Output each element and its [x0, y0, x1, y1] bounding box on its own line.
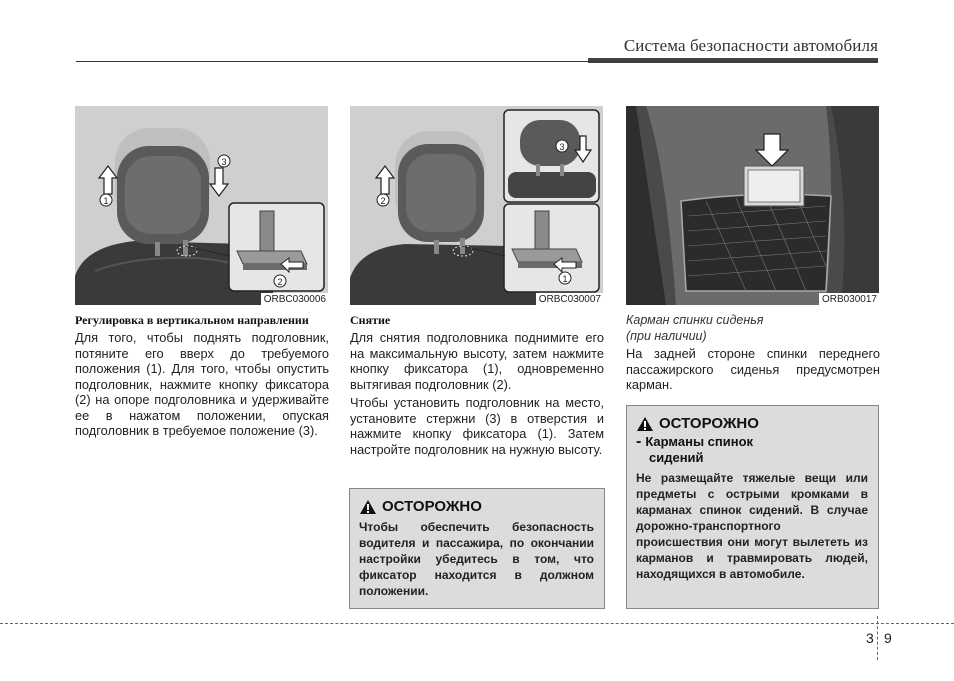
headrest-adjust-illustration: [75, 106, 328, 305]
warning-subtitle-line: сидений: [649, 450, 704, 465]
paragraph: На задней стороне спинки переднего пассажирского сиденья предусмотрен карман.: [626, 346, 880, 392]
warning-box-pockets: [626, 405, 879, 609]
warning-triangle-icon: [359, 499, 377, 515]
warning-text: Чтобы обеспечить безопасность водителя и пассажира, по окончании настройки убедитесь в том, что фиксатор находится в должном положении.: [359, 520, 594, 598]
paragraph: Для снятия подголовника поднимите его на максимальную высоту, затем нажмите кнопку фиксатора (1), одновременно вытягивая подголовник (2).: [350, 330, 604, 392]
warning-text: Не размещайте тяжелые вещи или предметы с острыми кромками в карманах спинок сидений. В случае дорожно-транспортного происшествия они могут вылететь из карманов и травмировать людей, находящихся в автомобиле.: [636, 471, 868, 581]
section-caption: Регулировка в вертикальном направлении: [75, 313, 309, 327]
callout-2: 2: [380, 196, 386, 206]
warning-header: [359, 498, 594, 515]
footer-dashed-rule: [0, 623, 954, 624]
caption-line: Карман спинки сиденья: [626, 313, 764, 327]
warning-header: [636, 415, 868, 432]
column-removal: [350, 106, 604, 457]
footer-page-divider: [877, 616, 878, 660]
warning-subtitle-line: Карманы спинок: [645, 434, 754, 449]
caption-line: (при наличии): [626, 329, 707, 343]
body-text: [626, 346, 880, 393]
warning-title: ОСТОРОЖНО: [659, 415, 759, 432]
column-seat-pocket: [626, 106, 880, 393]
figure-headrest-removal: [350, 106, 603, 305]
chapter-number: 3: [866, 630, 874, 646]
seatback-pocket-illustration: [626, 106, 879, 305]
warning-triangle-icon: [636, 416, 654, 432]
callout-3: 3: [221, 157, 227, 167]
page-number: 9: [884, 630, 892, 646]
callout-2: 2: [277, 277, 283, 287]
section-caption: Снятие: [350, 313, 391, 327]
figure-code: ORB030017: [819, 293, 879, 305]
paragraph: Чтобы установить подголовник на место, установите стержни (3) в отверстия и нажмите кнопку фиксатора (1). Затем настройте подголовник на нужную высоту.: [350, 395, 604, 457]
headrest-removal-illustration: [350, 106, 603, 305]
callout-1: 1: [103, 196, 109, 206]
callout-1: 1: [562, 274, 568, 284]
figure-headrest-adjust: [75, 106, 328, 305]
column-height-adjustment: [75, 106, 329, 439]
paragraph: Для того, чтобы поднять подголовник, потяните его вверх до требуемого положения (1). Для того, чтобы опустить подголовник, нажмите кнопку фиксатора (2) на опоре подголовника и удерживайте ее в нажатом положении, опуская подголовник в требуемое положение (3).: [75, 330, 329, 438]
body-text: [350, 330, 604, 457]
warning-title: ОСТОРОЖНО: [382, 498, 482, 515]
figure-code: ORBC030006: [261, 293, 328, 305]
figure-seatback-pocket: [626, 106, 879, 305]
section-caption: [626, 312, 880, 344]
body-text: [75, 330, 329, 439]
callout-3: 3: [559, 142, 565, 152]
page-header-title: Система безопасности автомобиля: [623, 36, 878, 55]
figure-code: ORBC030007: [536, 293, 603, 305]
warning-box-latch: [349, 488, 605, 609]
warning-subtitle-dash: -: [636, 433, 642, 450]
warning-subtitle: [636, 434, 868, 466]
header-rule: [76, 61, 878, 62]
